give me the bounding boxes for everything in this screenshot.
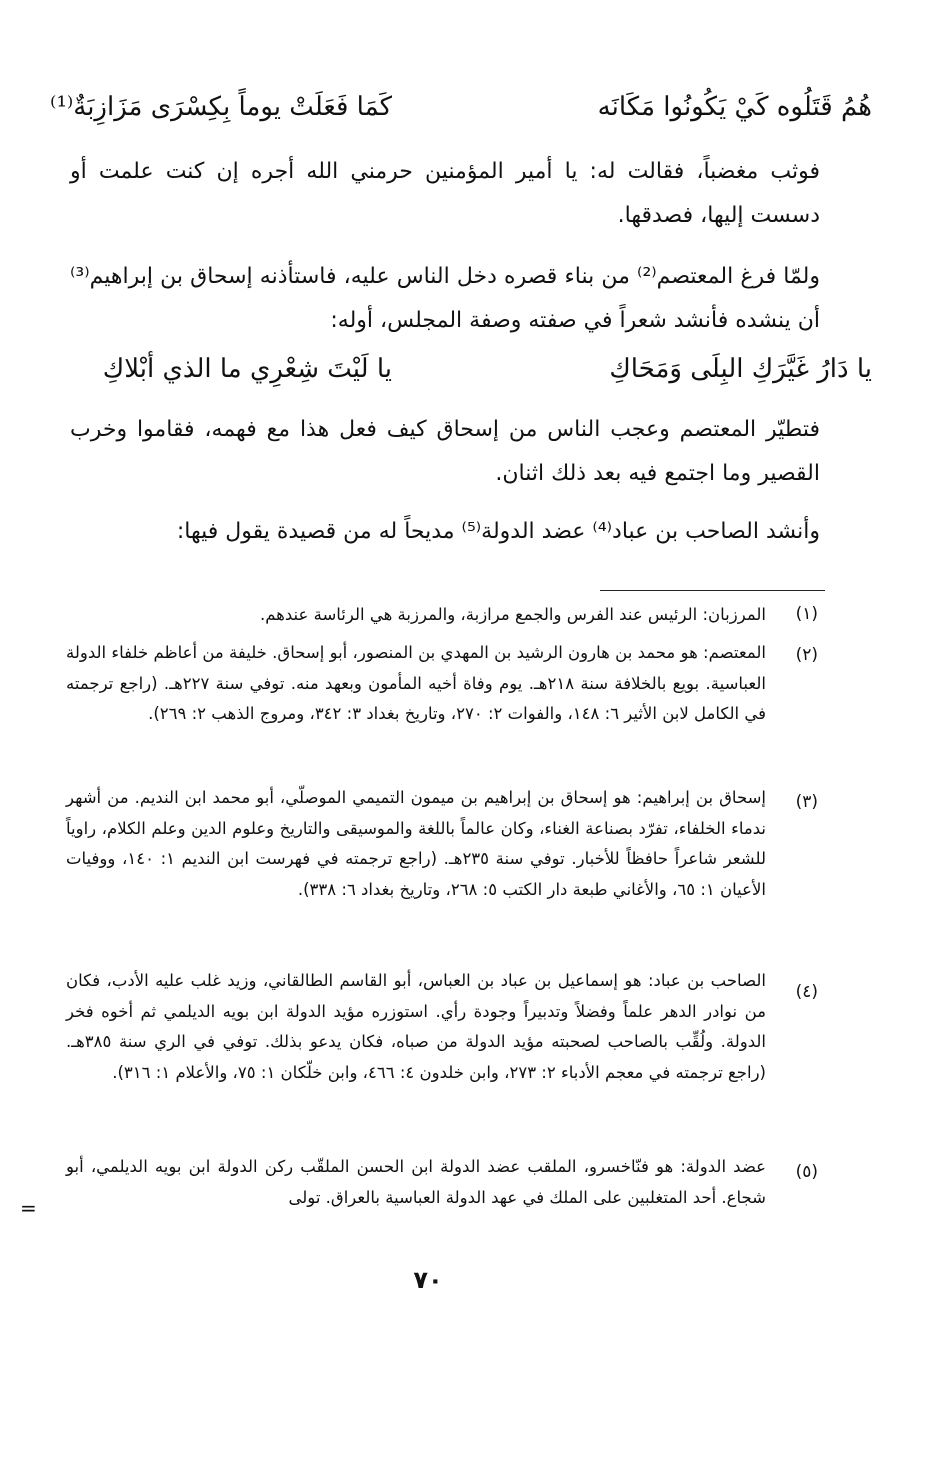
footnote-3-text: إسحاق بن إبراهيم: هو إسحاق بن إبراهيم بن ميمون التميمي الموصلّي، أبو محمد ابن النديم. من أشهر ندماء الخلفاء، تفرّد بصناعة الغناء، وكان عالماً باللغة والموسيقى والتاريخ وعلوم الدين وعلم الكلام، راوياً للشعر شاعراً حافظاً للأخبار. توفي سنة ٢٣٥هـ. (راجع ترجمته في فهرست ابن النديم ١: ١٤٠، ووفيات الأعيان ١: ٦٥، والأغاني طبعة دار الكتب ٥: ٢٦٨، وتاريخ بغداد ٦: ٣٣٨). xyxy=(66,788,766,899)
footnote-1-text: المرزبان: الرئيس عند الفرس والجمع مرازبة، والمرزبة هي الرئاسة عندهم. xyxy=(259,605,766,624)
footnote-1-number: (١) xyxy=(795,604,818,624)
footnote-2-number: (٢) xyxy=(795,645,818,665)
verse-1-second-hemistich: كَمَا فَعَلَتْ يوماً بِكِسْرَى مَزَازِبَةٌ⁽¹⁾ xyxy=(50,92,392,122)
page-number: ٧٠ xyxy=(413,1266,443,1294)
paragraph-1: فوثب مغضباً، فقالت له: يا أمير المؤمنين حرمني الله أجره إن كنت علمت أو دسست إليها، فصدقها. xyxy=(70,159,820,228)
verse-2-first-hemistich: يا دَارُ غَيَّرَكِ البِلَى وَمَحَاكِ xyxy=(609,354,872,384)
verse-line-1 xyxy=(50,92,872,132)
paragraph-3: فتطيّر المعتصم وعجب الناس من إسحاق كيف فعل هذا مع فهمه، فقاموا وخرب القصير وما اجتمع فيه بعد ذلك اثنان. xyxy=(70,417,820,486)
footnote-5-number: (٥) xyxy=(795,1162,818,1182)
paragraph-2: ولمّا فرغ المعتصم⁽²⁾ من بناء قصره دخل الناس عليه، فاستأذنه إسحاق بن إبراهيم⁽³⁾ أن ينشده فأنشد شعراً في صفته وصفة المجلس، أوله: xyxy=(70,264,820,333)
footnote-2-text: المعتصم: هو محمد بن هارون الرشيد بن المهدي بن المنصور، أبو إسحاق. خليفة من أعاظم خلفاء الدولة العباسية. بويع بالخلافة سنة ٢١٨هـ. يوم وفاة أخيه المأمون وبعهد منه. توفي سنة ٢٢٧هـ. (راجع ترجمته في الكامل لابن الأثير ٦: ١٤٨، والفوات ٢: ٢٧٠، وتاريخ بغداد ٣: ٣٤٢، ومروج الذهب ٢: ٢٦٩). xyxy=(66,643,766,723)
verse-2-second-hemistich: يا لَيْتَ شِعْرِي ما الذي أبْلاكِ xyxy=(102,354,392,384)
verse-line-2 xyxy=(72,354,872,394)
footnote-3-number: (٣) xyxy=(795,792,818,812)
continuation-mark: = xyxy=(20,1196,37,1220)
footnote-separator xyxy=(600,590,825,591)
footnote-5-text: عضد الدولة: هو فنّاخسرو، الملقب عضد الدولة ابن الحسن الملقّب ركن الدولة ابن بويه الديلمي، أبو شجاع. أحد المتغلبين على الملك في عهد الدولة العباسية بالعراق. تولى xyxy=(66,1157,766,1207)
paragraph-4: وأنشد الصاحب بن عباد⁽⁴⁾ عضد الدولة⁽⁵⁾ مديحاً له من قصيدة يقول فيها: xyxy=(176,519,820,544)
footnote-4-number: (٤) xyxy=(795,982,818,1002)
footnote-4-text: الصاحب بن عباد: هو إسماعيل بن عباد بن العباس، أبو القاسم الطالقاني، وزيد غلب عليه الأدب، فكان من نوادر الدهر علماً وفضلاً وتدبيراً وجودة رأي. استوزره مؤيد الدولة ابن بويه الديلمي ثم أخوه فخر الدولة. ولُقِّب بالصاحب لصحبته مؤيد الدولة من صباه، فكان يدعو بذلك. توفي في الري سنة ٣٨٥هـ. (راجع ترجمته في معجم الأدباء ٢: ٢٧٣، وابن خلدون ٤: ٤٦٦، وابن خلّكان ١: ٧٥، والأعلام ١: ٣١٦). xyxy=(66,971,766,1082)
verse-1-first-hemistich: هُمُ قَتَلُوه كَيْ يَكُونُوا مَكَانَه xyxy=(597,92,872,122)
